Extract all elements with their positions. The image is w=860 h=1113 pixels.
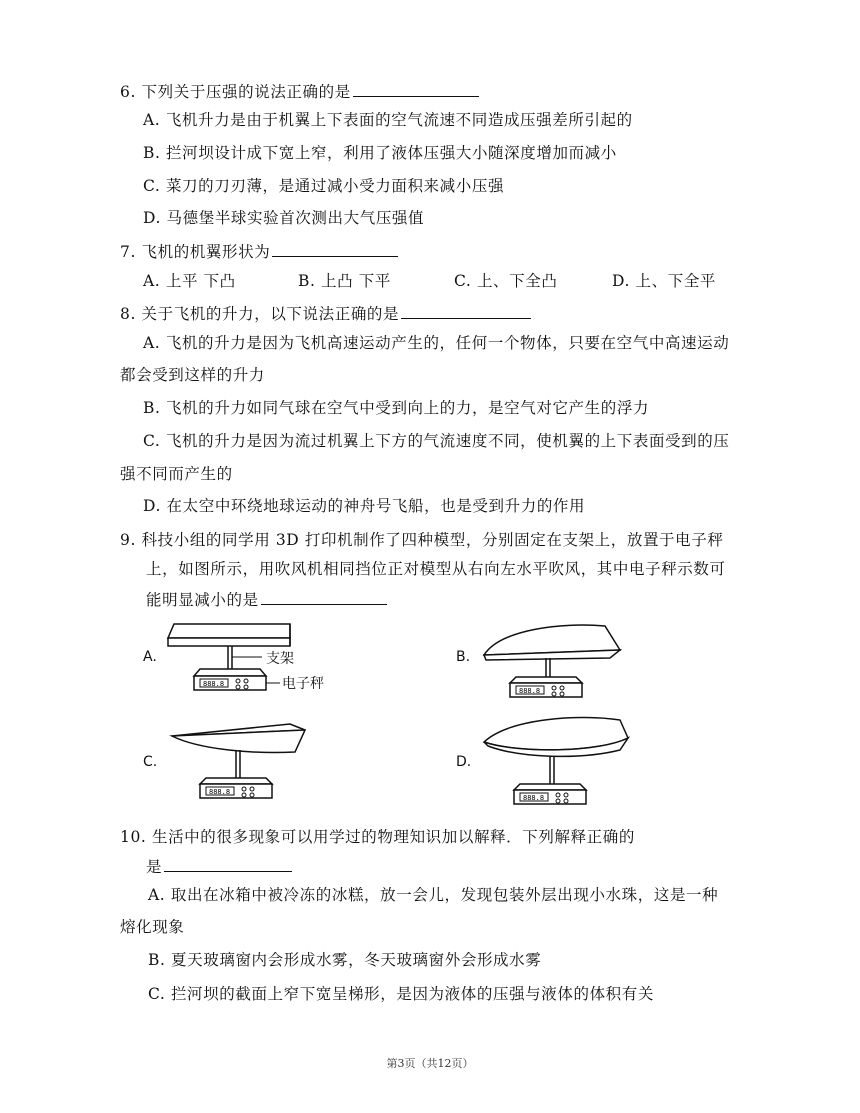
q8-option-a-cont: 都会受到这样的升力	[120, 366, 265, 384]
q6-option-c: C. 菜刀的刀刃薄，是通过减小受力面积来减小压强	[143, 177, 505, 195]
q6-option-b: B. 拦河坝设计成下宽上窄，利用了液体压强大小随深度增加而减小	[143, 144, 617, 162]
q6-stem: 6. 下列关于压强的说法正确的是	[120, 80, 479, 103]
answer-blank	[353, 80, 479, 97]
q7-options	[143, 270, 743, 292]
q8-stem: 8. 关于飞机的升力，以下说法正确的是	[120, 302, 531, 325]
q7-option-d: D. 上、下全平	[612, 272, 717, 290]
q10-option-c: C. 拦河坝的截面上窄下宽呈梯形，是因为液体的压强与液体的体积有关	[148, 985, 654, 1003]
figure-c-lower-convex-model	[160, 714, 320, 804]
q7-option-a: A. 上平 下凸	[143, 272, 236, 290]
q10-stem-line2: 是	[146, 855, 292, 878]
q8-option-b: B. 飞机的升力如同气球在空气中受到向上的力，是空气对它产生的浮力	[143, 399, 650, 417]
q7-option-b: B. 上凸 下平	[298, 272, 391, 290]
figure-d-label: D.	[456, 754, 472, 770]
stand-label: 支架	[266, 651, 294, 667]
q10-stem-line1: 10. 生活中的很多现象可以用学过的物理知识加以解释．下列解释正确的	[120, 828, 635, 846]
q7-option-c: C. 上、下全凸	[454, 272, 558, 290]
answer-blank	[401, 302, 531, 319]
q8-option-c: C. 飞机的升力是因为流过机翼上下方的气流速度不同，使机翼的上下表面受到的压	[143, 432, 730, 450]
answer-blank	[164, 855, 292, 872]
q6-option-d: D. 马德堡半球实验首次测出大气压强值	[143, 209, 425, 227]
figure-b-label: B.	[456, 649, 471, 665]
page-footer: 第3页（共12页）	[386, 1057, 474, 1070]
figure-a-label: A.	[143, 649, 157, 665]
scale-display: 888.8	[203, 680, 225, 688]
scale-label: 电子秤	[282, 676, 324, 692]
figure-b-upper-convex-model	[470, 610, 630, 700]
q6-option-a: A. 飞机升力是由于机翼上下表面的空气流速不同造成压强差所引起的	[143, 111, 633, 129]
q10-option-b: B. 夏天玻璃窗内会形成水雾，冬天玻璃窗外会形成水雾	[148, 951, 542, 969]
figure-d-both-convex-model	[470, 710, 640, 810]
q7-stem: 7. 飞机的机翼形状为	[120, 240, 398, 263]
q8-option-a: A. 飞机的升力是因为飞机高速运动产生的，任何一个物体，只要在空气中高速运动	[143, 334, 730, 352]
q10-option-a-cont: 熔化现象	[120, 918, 185, 936]
q9-stem-line2: 上，如图所示，用吹风机相同挡位正对模型从右向左水平吹风，其中电子秤示数可	[146, 560, 726, 578]
scale-display: 888.8	[523, 794, 545, 802]
q10-option-a: A. 取出在冰箱中被冷冻的冰糕，放一会儿，发现包装外层出现小水珠，这是一种	[148, 886, 719, 904]
q9-stem-line1: 9. 科技小组的同学用 3D 打印机制作了四种模型，分别固定在支架上，放置于电子秤	[120, 531, 724, 549]
answer-blank	[261, 588, 387, 605]
scale-display: 888.8	[519, 687, 541, 695]
answer-blank	[272, 240, 398, 257]
scale-display: 888.8	[209, 788, 231, 796]
q8-option-c-cont: 强不同而产生的	[120, 465, 233, 483]
q8-option-d: D. 在太空中环绕地球运动的神舟号飞船，也是受到升力的作用	[143, 497, 586, 515]
figure-c-label: C.	[143, 754, 158, 770]
q9-stem-line3: 能明显减小的是	[146, 588, 387, 611]
